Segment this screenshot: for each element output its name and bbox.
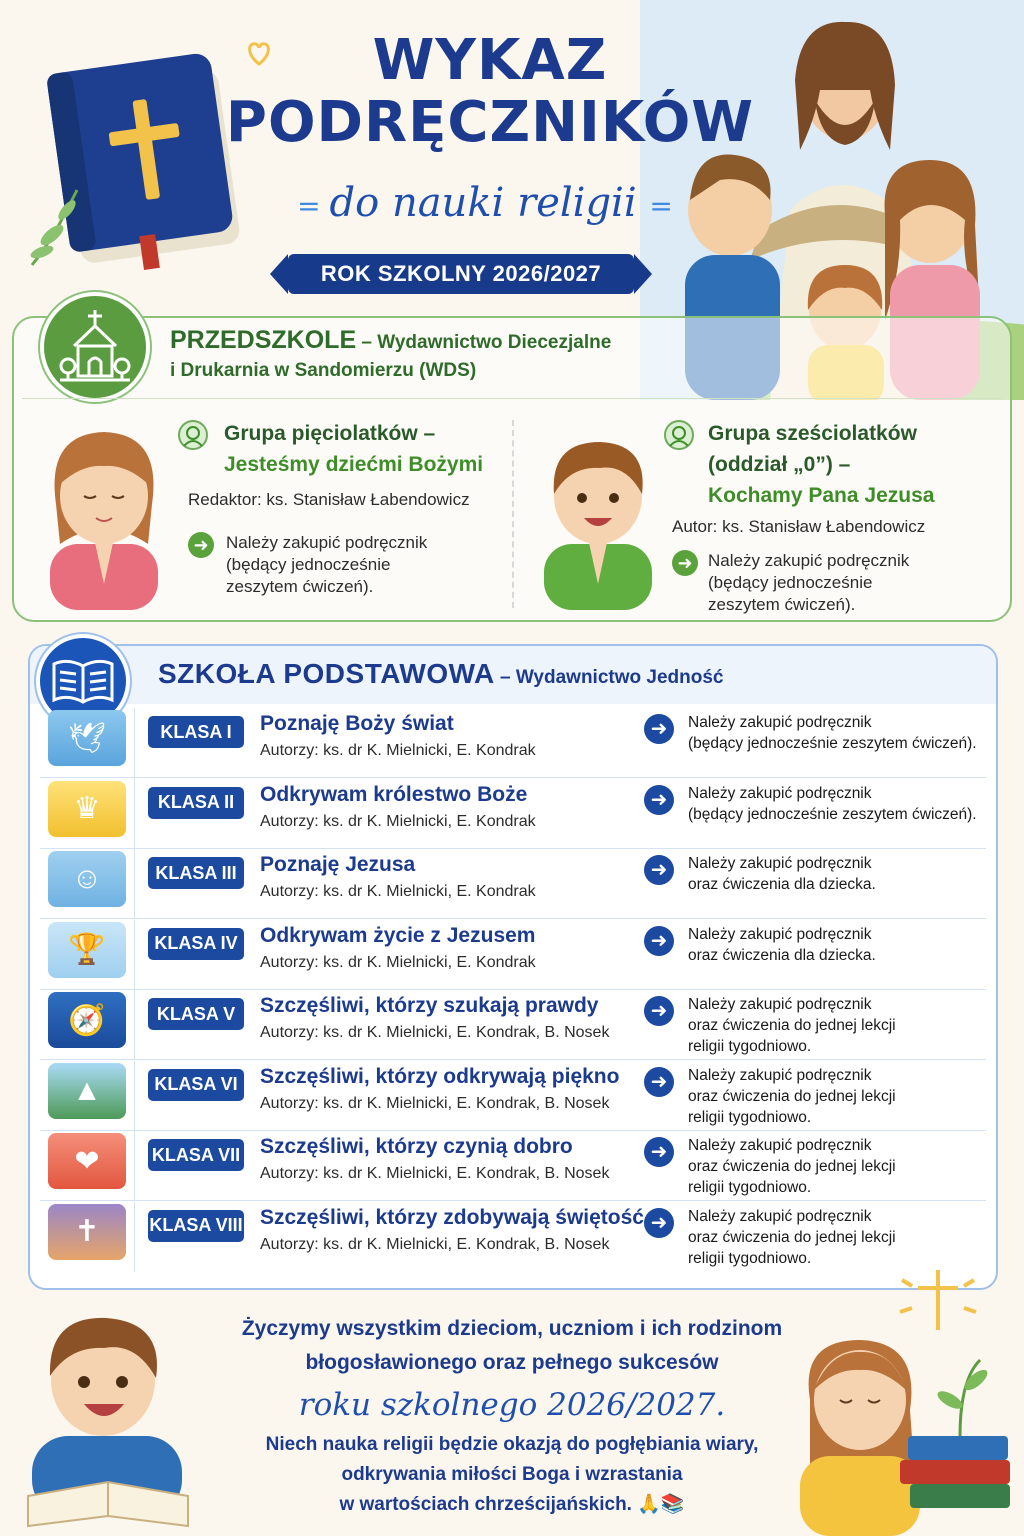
child-face-icon xyxy=(178,420,208,450)
arrow-right-icon: ➜ xyxy=(644,785,674,815)
title-line-1: WYKAZ xyxy=(372,28,608,93)
grade-badge: KLASA VIII xyxy=(148,1210,244,1242)
book-authors: Autorzy: ks. dr K. Mielnicki, E. Kondrak xyxy=(260,812,536,830)
row-separator xyxy=(134,779,135,849)
grade-badge: KLASA II xyxy=(148,787,244,819)
arrow-right-icon: ➜ xyxy=(644,926,674,956)
purchase-note xyxy=(688,994,988,1057)
purchase-note-line: oraz ćwiczenia dla dziecka. xyxy=(688,946,876,964)
dove-icon: 🕊 xyxy=(48,710,126,766)
mountain-icon: ▲ xyxy=(48,1063,126,1119)
purchase-note-line: Należy zakupić podręcznik xyxy=(688,1066,872,1084)
footer-line-3: roku szkolnego 2026/2027. xyxy=(298,1387,726,1423)
preschool-title: PRZEDSZKOLE xyxy=(170,326,357,354)
grade-badge: KLASA VII xyxy=(148,1139,244,1171)
row-separator xyxy=(134,920,135,990)
purchase-note-line: Należy zakupić podręcznik xyxy=(688,996,872,1013)
chalice-icon: 🏆 xyxy=(48,922,126,978)
purchase-note-line: religii tygodniowo. xyxy=(688,1038,812,1055)
group5-note xyxy=(226,532,486,598)
purchase-note-line: Należy zakupić podręcznik xyxy=(688,714,872,731)
purchase-note-line: Należy zakupić podręcznik xyxy=(688,784,872,802)
purchase-note xyxy=(688,783,988,825)
purchase-note-line: oraz ćwiczenia do jednej lekcji xyxy=(688,1228,896,1246)
grade-badge: KLASA IV xyxy=(148,928,244,960)
footer-line-5: odkrywania miłości Boga i wzrastania xyxy=(341,1464,683,1485)
purchase-note-line: Należy zakupić podręcznik xyxy=(688,855,872,872)
grade-row xyxy=(40,1061,986,1131)
purchase-note-line: religii tygodniowo. xyxy=(688,1249,812,1267)
subtitle-dash-right-icon: = xyxy=(649,189,673,223)
arrow-right-icon: ➜ xyxy=(644,855,674,885)
purchase-note-line: religii tygodniowo. xyxy=(688,1179,812,1196)
arrow-right-icon: ➜ xyxy=(644,1208,674,1238)
book-title: Odkrywam życie z Jezusem xyxy=(260,923,536,947)
book-title: Szczęśliwi, którzy szukają prawdy xyxy=(260,994,599,1017)
purchase-note-line: oraz ćwiczenia do jednej lekcji xyxy=(688,1017,896,1034)
child-face-icon xyxy=(664,420,694,450)
arrow-right-icon: ➜ xyxy=(672,550,698,576)
church-badge-icon xyxy=(40,292,150,402)
row-separator xyxy=(134,849,135,919)
book-authors: Autorzy: ks. dr K. Mielnicki, E. Kondrak, B. Nosek xyxy=(260,1235,610,1253)
footer-line-4: Niech nauka religii będzie okazją do pogłębiania wiary, xyxy=(265,1434,759,1455)
group5-title-line1: Grupa pięciolatków – xyxy=(224,422,436,445)
footer-message xyxy=(210,1312,814,1520)
arrow-right-icon: ➜ xyxy=(644,714,674,744)
group6-note-line2: (będący jednocześnie xyxy=(708,573,873,592)
row-separator xyxy=(134,708,135,778)
purchase-note-line: oraz ćwiczenia dla dziecka. xyxy=(688,876,876,893)
page-title xyxy=(210,30,770,154)
title-line-2: PODRĘCZNIKÓW xyxy=(225,90,755,155)
row-separator xyxy=(134,1202,135,1272)
grade-badge: KLASA I xyxy=(148,716,244,748)
primary-school-publisher: – Wydawnictwo Jedność xyxy=(500,667,724,688)
grade-row xyxy=(40,849,986,919)
book-authors: Autorzy: ks. dr K. Mielnicki, E. Kondrak xyxy=(260,742,536,759)
heart-icon: ❤ xyxy=(48,1133,126,1189)
arrow-right-icon: ➜ xyxy=(644,1137,674,1167)
row-separator xyxy=(134,1061,135,1131)
crown-icon: ♛ xyxy=(48,781,126,837)
arrow-right-icon: ➜ xyxy=(644,1067,674,1097)
grade-badge: KLASA III xyxy=(148,857,244,889)
purchase-note-line: Należy zakupić podręcznik xyxy=(688,925,872,943)
group5-author: Redaktor: ks. Stanisław Łabendowicz xyxy=(188,490,470,509)
book-title: Poznaję Jezusa xyxy=(260,853,416,876)
book-authors: Autorzy: ks. dr K. Mielnicki, E. Kondrak xyxy=(260,953,536,971)
praying-boy-illustration xyxy=(530,414,666,610)
footer-line-2: błogosławionego oraz pełnego sukcesów xyxy=(305,1351,719,1374)
book-authors: Autorzy: ks. dr K. Mielnicki, E. Kondrak, B. Nosek xyxy=(260,1094,610,1112)
purchase-note xyxy=(688,712,988,754)
group5-note-line2: (będący jednocześnie xyxy=(226,555,391,574)
row-separator xyxy=(134,1131,135,1201)
purchase-note-line: Należy zakupić podręcznik xyxy=(688,1137,872,1154)
group5-note-line3: zeszytem ćwiczeń). xyxy=(226,577,374,596)
book-title: Odkrywam królestwo Boże xyxy=(260,782,528,806)
praying-girl-illustration xyxy=(36,414,172,610)
purchase-note xyxy=(688,924,988,966)
purchase-note-line: Należy zakupić podręcznik xyxy=(688,1207,872,1225)
row-separator xyxy=(134,990,135,1060)
writing-boy-illustration xyxy=(8,1296,218,1536)
ribbon-tip-right-icon xyxy=(634,254,652,294)
school-year-ribbon: ROK SZKOLNY 2026/2027 xyxy=(288,254,634,294)
footer-line-1: Życzymy wszystkim dzieciom, uczniom i ich rodzinom xyxy=(241,1317,783,1340)
group6-title xyxy=(708,418,1008,511)
book-title: Szczęśliwi, którzy czynią dobro xyxy=(260,1135,573,1158)
group6-note-line3: zeszytem ćwiczeń). xyxy=(708,595,856,614)
book-authors: Autorzy: ks. dr K. Mielnicki, E. Kondrak xyxy=(260,883,536,900)
group5-book: Jesteśmy dziećmi Bożymi xyxy=(224,453,484,476)
group5-title xyxy=(224,418,514,480)
preschool-header xyxy=(170,326,730,385)
book-authors: Autorzy: ks. dr K. Mielnicki, E. Kondrak, B. Nosek xyxy=(260,1165,610,1182)
group-divider xyxy=(512,420,514,608)
grade-badge: KLASA VI xyxy=(148,1069,244,1101)
group6-title-line1: Grupa sześciolatków xyxy=(708,422,917,445)
arrow-right-icon: ➜ xyxy=(188,532,214,558)
church-icon xyxy=(44,296,146,398)
group5-note-line1: Należy zakupić podręcznik xyxy=(226,533,428,552)
group6-book: Kochamy Pana Jezusa xyxy=(708,484,935,507)
purchase-note xyxy=(688,853,988,895)
arrow-right-icon: ➜ xyxy=(644,996,674,1026)
purchase-note-line: oraz ćwiczenia do jednej lekcji xyxy=(688,1087,896,1105)
subtitle-text: do nauki religii xyxy=(329,180,637,226)
group6-title-line2: (oddział „0”) – xyxy=(708,453,851,476)
subtitle xyxy=(250,180,720,226)
book-authors: Autorzy: ks. dr K. Mielnicki, E. Kondrak, B. Nosek xyxy=(260,1024,610,1041)
grade-row xyxy=(40,990,986,1060)
cross-icon xyxy=(900,1270,976,1330)
book-title: Szczęśliwi, którzy odkrywają piękno xyxy=(260,1064,620,1088)
group6-note xyxy=(708,550,968,616)
group6-note-line1: Należy zakupić podręcznik xyxy=(708,551,910,570)
purchase-note-line: (będący jednocześnie zeszytem ćwiczeń). xyxy=(688,735,977,752)
leaf-decoration-icon xyxy=(22,180,92,270)
book-title: Szczęśliwi, którzy zdobywają świętość xyxy=(260,1205,644,1229)
compass-icon: 🧭 xyxy=(48,992,126,1048)
jesus-icon: ☺ xyxy=(48,851,126,907)
grade-row xyxy=(40,1131,986,1201)
preschool-publisher-line1: – Wydawnictwo Diecezjalne xyxy=(361,332,612,353)
cross-icon: ✝ xyxy=(48,1204,126,1260)
purchase-note xyxy=(688,1065,988,1128)
ribbon-tip-left-icon xyxy=(270,254,288,294)
grade-badge: KLASA V xyxy=(148,998,244,1030)
group6-author: Autor: ks. Stanisław Łabendowicz xyxy=(672,517,926,536)
primary-school-title: SZKOŁA PODSTAWOWA xyxy=(158,658,495,689)
purchase-note xyxy=(688,1135,988,1198)
subtitle-dash-left-icon: = xyxy=(297,189,330,223)
primary-school-header xyxy=(158,658,858,690)
purchase-note-line: religii tygodniowo. xyxy=(688,1108,812,1126)
preschool-publisher-line2: i Drukarnia w Sandomierzu (WDS) xyxy=(170,360,477,381)
purchase-note-line: oraz ćwiczenia do jednej lekcji xyxy=(688,1158,896,1175)
book-title: Poznaję Boży świat xyxy=(260,712,454,735)
grade-row xyxy=(40,920,986,990)
grade-row xyxy=(40,779,986,849)
footer-line-6: w wartościach chrześcijańskich. 🙏📚 xyxy=(339,1494,685,1515)
grade-row xyxy=(40,708,986,778)
purchase-note-line: (będący jednocześnie zeszytem ćwiczeń). xyxy=(688,805,977,823)
